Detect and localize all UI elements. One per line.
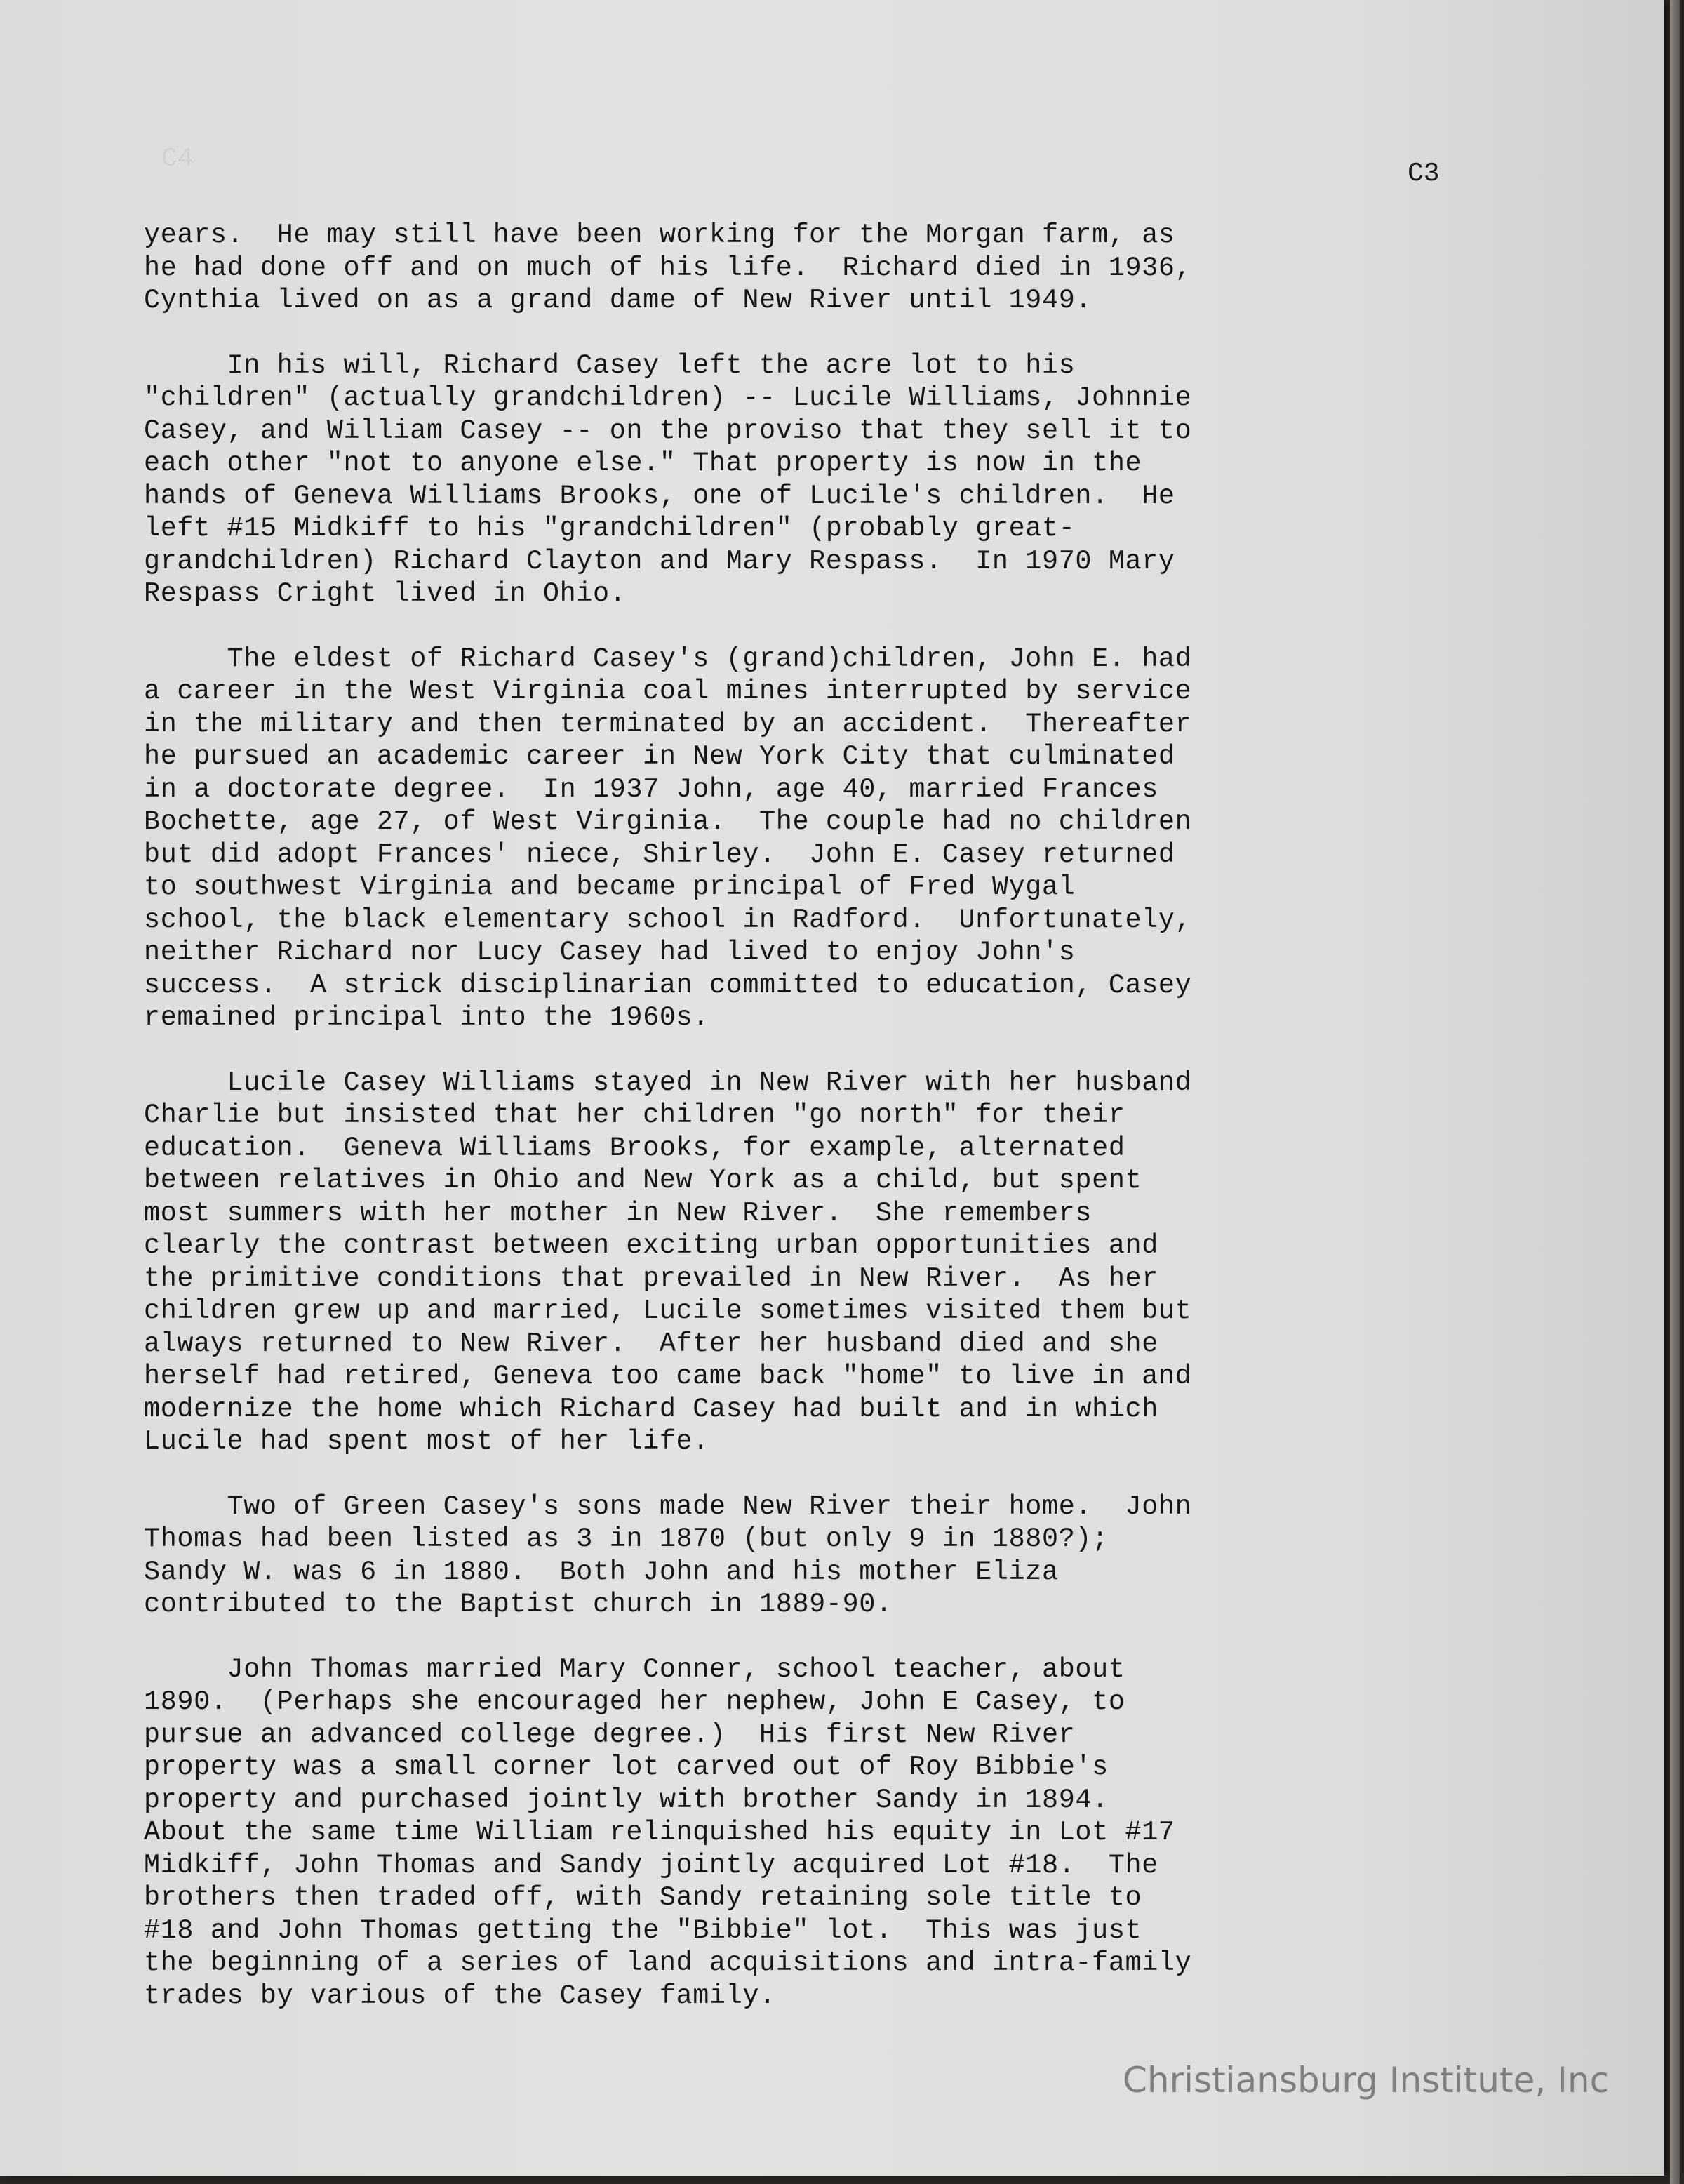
text-line: the beginning of a series of land acquisitions and intra-family [144, 1947, 1192, 1978]
paragraph-2 [144, 349, 1463, 611]
text-line: Thomas had been listed as 3 in 1870 (but only 9 in 1880?); [144, 1524, 1109, 1554]
text-line: children grew up and married, Lucile sometimes visited them but [144, 1296, 1192, 1326]
text-line: each other "not to anyone else." That property is now in the [144, 448, 1142, 479]
text-line: clearly the contrast between exciting urban opportunities and [144, 1230, 1158, 1261]
paragraph-5 [144, 1491, 1463, 1621]
text-line: Two of Green Casey's sons made New River their home. John [144, 1491, 1192, 1522]
text-line: in a doctorate degree. In 1937 John, age 40, married Frances [144, 773, 1158, 805]
text-line: property was a small corner lot carved out of Roy Bibbie's [144, 1752, 1109, 1783]
paragraph-4 [144, 1067, 1463, 1458]
text-line: success. A strick disciplinarian committed to education, Casey [144, 969, 1192, 1001]
text-line: property and purchased jointly with brother Sandy in 1894. [144, 1784, 1109, 1816]
text-line: pursue an advanced college degree.) His first New River [144, 1719, 1076, 1750]
text-line: Sandy W. was 6 in 1880. Both John and his mother Eliza [144, 1556, 1059, 1587]
text-line: Respass Cright lived in Ohio. [144, 578, 627, 609]
paragraph-3 [144, 643, 1463, 1034]
text-line: the primitive conditions that prevailed in New River. As her [144, 1263, 1158, 1294]
text-line: brothers then traded off, with Sandy retaining sole title to [144, 1882, 1142, 1913]
watermark: Christiansburg Institute, Inc [1123, 2060, 1610, 2100]
text-line: Bochette, age 27, of West Virginia. The couple had no children [144, 806, 1192, 837]
page-number: C3 [1408, 159, 1440, 189]
text-line: grandchildren) Richard Clayton and Mary Respass. In 1970 Mary [144, 545, 1175, 577]
text-line: The eldest of Richard Casey's (grand)children, John E. had [144, 643, 1192, 674]
paragraph-1 [144, 219, 1463, 317]
text-line: In his will, Richard Casey left the acre lot to his [144, 349, 1076, 381]
text-line: most summers with her mother in New River. She remembers [144, 1197, 1092, 1229]
text-line: Lucile Casey Williams stayed in New River with her husband [144, 1067, 1192, 1098]
text-line: herself had retired, Geneva too came back "home" to live in and [144, 1361, 1192, 1392]
text-line: a career in the West Virginia coal mines interrupted by service [144, 676, 1192, 707]
text-line: About the same time William relinquished his equity in Lot #17 [144, 1817, 1175, 1848]
text-line: Casey, and William Casey -- on the proviso that they sell it to [144, 415, 1192, 446]
bleed-through-text: C4 [161, 144, 194, 174]
text-line: education. Geneva Williams Brooks, for example, alternated [144, 1132, 1125, 1164]
text-line: contributed to the Baptist church in 1889-90. [144, 1589, 893, 1620]
text-line: always returned to New River. After her husband died and she [144, 1328, 1158, 1359]
text-line: school, the black elementary school in Radford. Unfortunately, [144, 904, 1192, 935]
text-line: #18 and John Thomas getting the "Bibbie" lot. This was just [144, 1915, 1142, 1946]
text-line: Midkiff, John Thomas and Sandy jointly acquired Lot #18. The [144, 1849, 1158, 1881]
text-line: he had done off and on much of his life. Richard died in 1936, [144, 252, 1192, 284]
text-line: he pursued an academic career in New York City that culminated [144, 741, 1175, 772]
text-line: trades by various of the Casey family. [144, 1980, 776, 2011]
text-line: John Thomas married Mary Conner, school teacher, about [144, 1653, 1125, 1685]
text-line: between relatives in Ohio and New York as a child, but spent [144, 1165, 1142, 1196]
text-line: to southwest Virginia and became principal of Fred Wygal [144, 872, 1076, 903]
text-line: left #15 Midkiff to his "grandchildren" (probably great- [144, 513, 1076, 544]
text-line: remained principal into the 1960s. [144, 1002, 709, 1033]
text-line: "children" (actually grandchildren) -- Lucile Williams, Johnnie [144, 382, 1192, 413]
page-edge-shadow [1670, 0, 1680, 2184]
paragraph-6 [144, 1653, 1463, 2013]
text-line: modernize the home which Richard Casey had built and in which [144, 1393, 1158, 1425]
text-line: Lucile had spent most of her life. [144, 1426, 709, 1457]
text-line: hands of Geneva Williams Brooks, one of Lucile's children. He [144, 480, 1175, 512]
text-line: but did adopt Frances' niece, Shirley. John E. Casey returned [144, 839, 1175, 870]
text-line: Cynthia lived on as a grand dame of New River until 1949. [144, 285, 1092, 316]
text-line: in the military and then terminated by an accident. Thereafter [144, 708, 1192, 740]
body-text [144, 219, 1463, 2044]
text-line: neither Richard nor Lucy Casey had lived to enjoy John's [144, 937, 1076, 968]
text-line: Charlie but insisted that her children "go north" for their [144, 1100, 1125, 1131]
text-line: 1890. (Perhaps she encouraged her nephew, John E Casey, to [144, 1686, 1125, 1717]
text-line: years. He may still have been working for the Morgan farm, as [144, 220, 1175, 251]
